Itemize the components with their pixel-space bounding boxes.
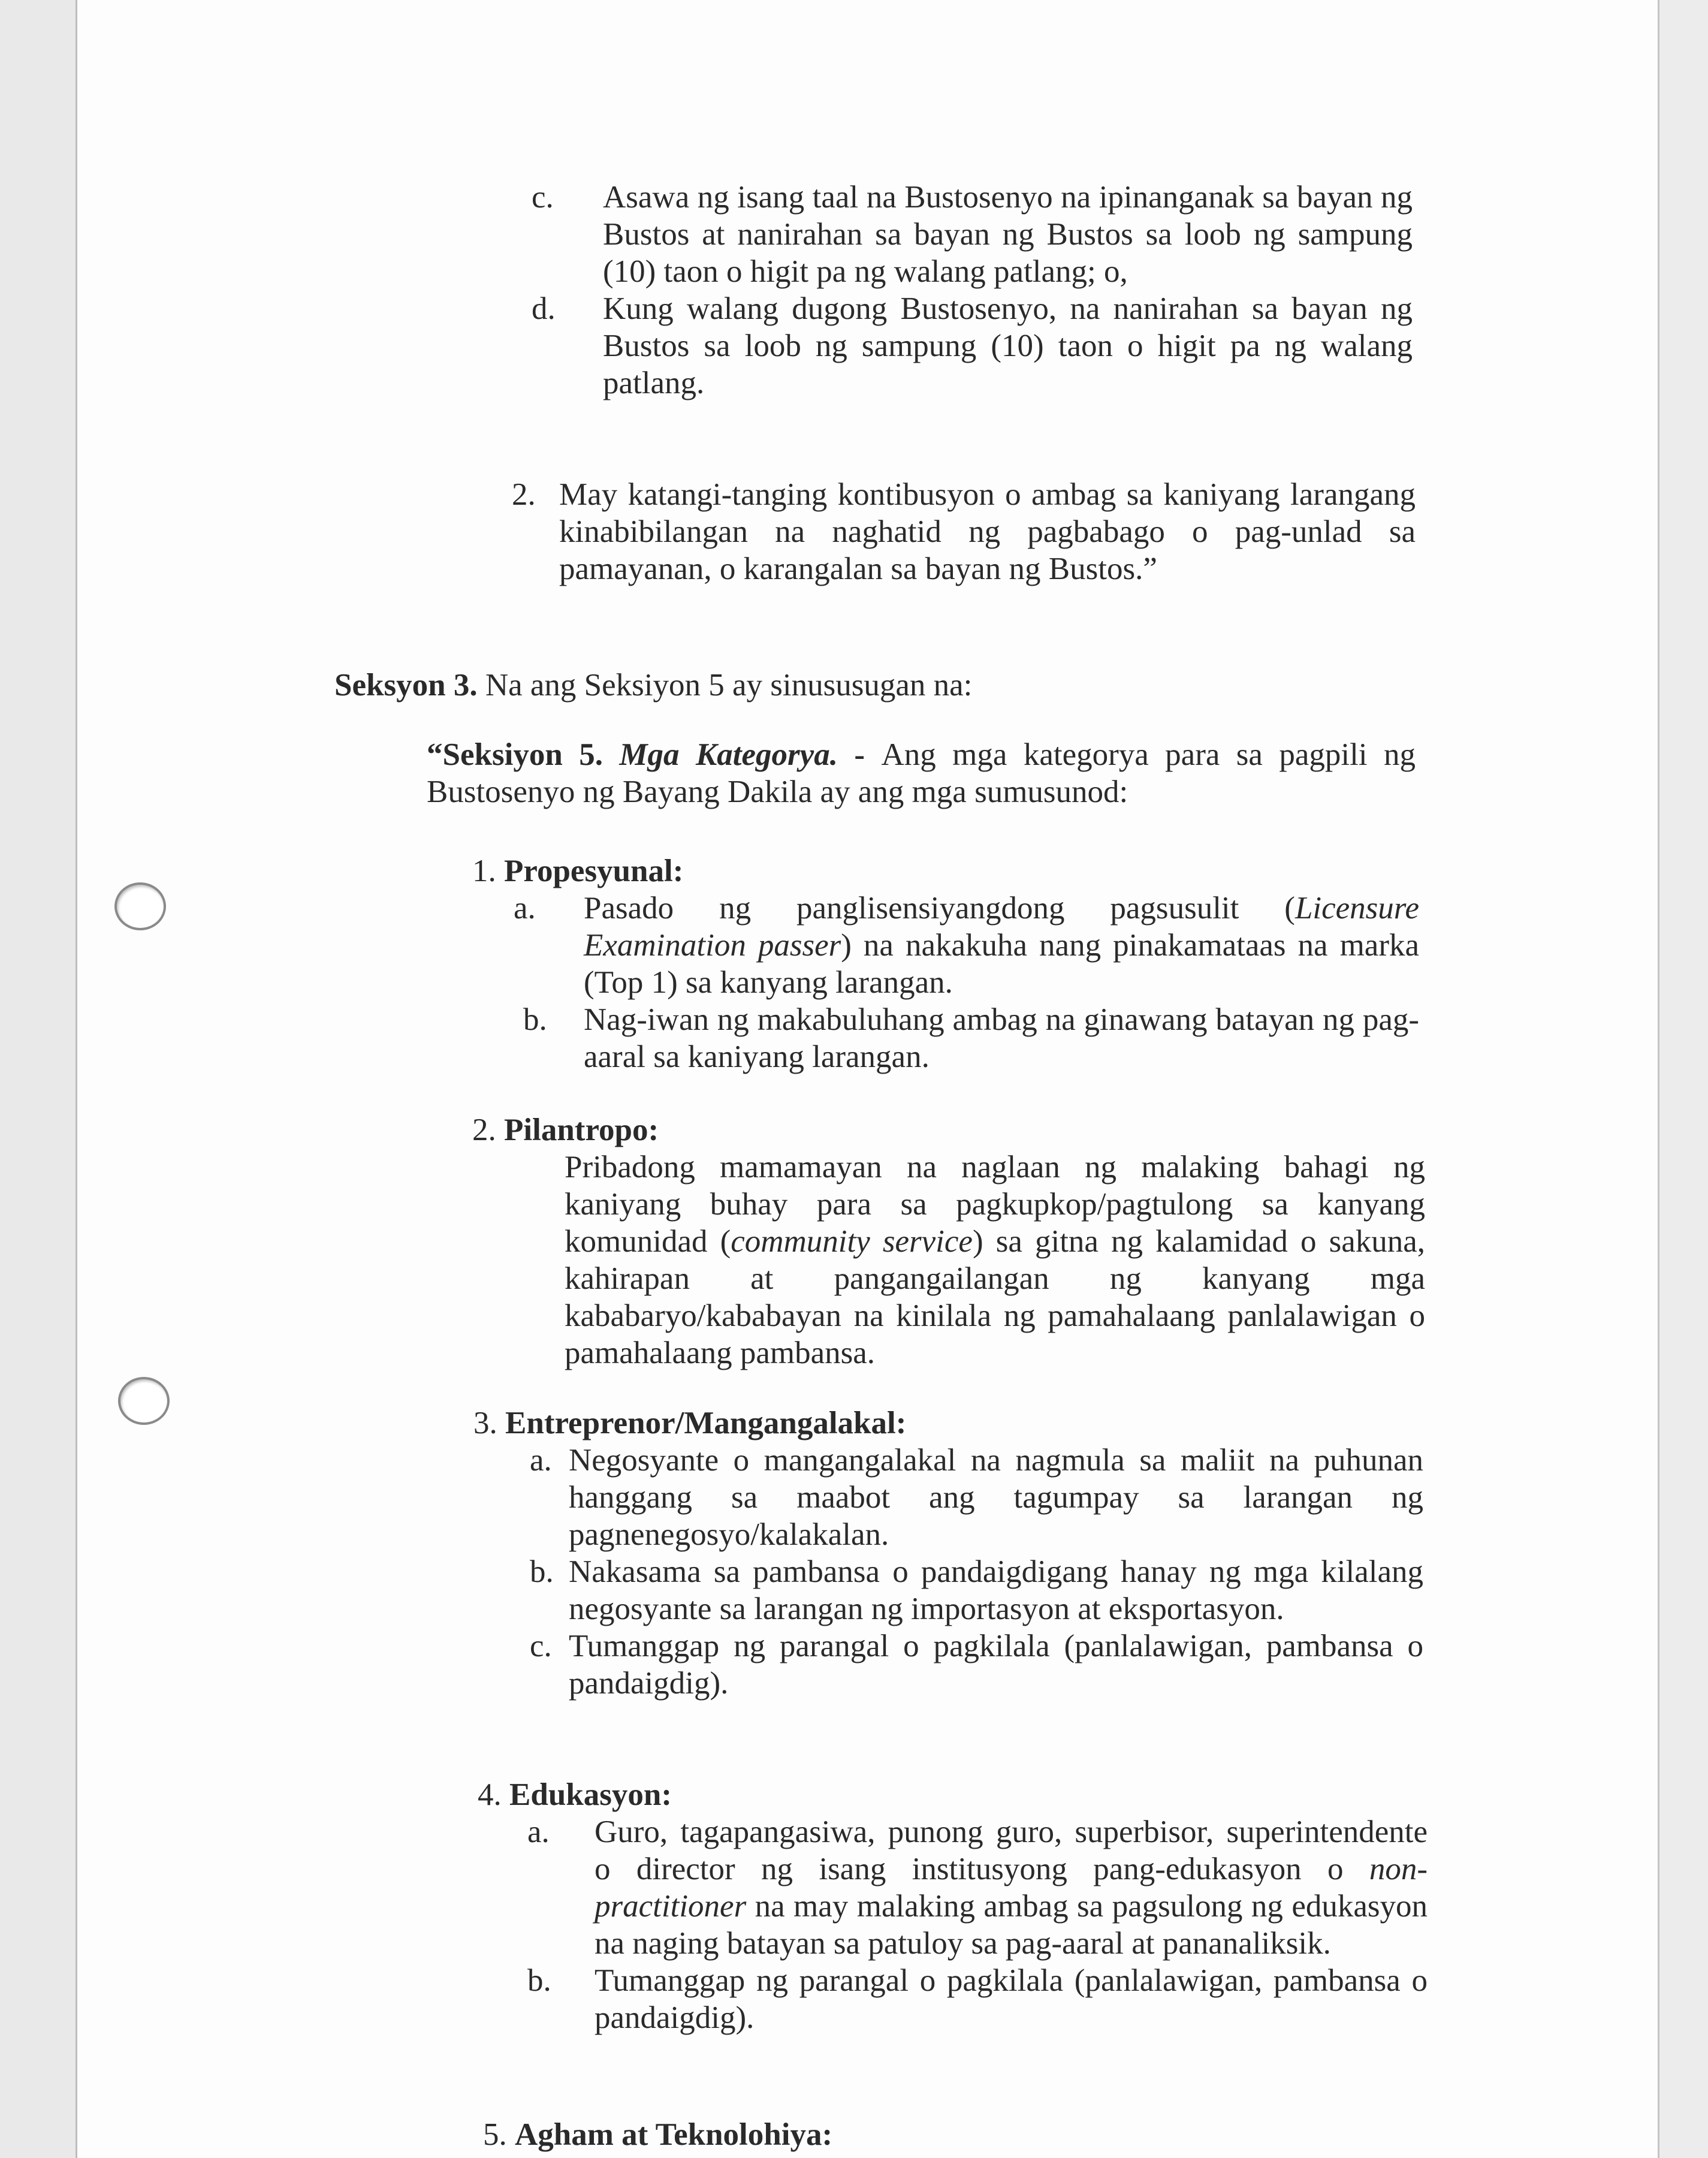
list-marker: b. xyxy=(527,1963,551,1998)
category-3 xyxy=(473,1404,1423,1702)
list-item xyxy=(472,890,1419,1001)
list-item-2 xyxy=(512,476,1416,587)
italic-term: non-practitioner xyxy=(595,1852,1428,1924)
list-text: na may malaking ambag sa pagsulong ng edukasyon na naging batayan sa patuloy sa pag-aaral at pananaliksik. xyxy=(595,1889,1428,1961)
list-text: Kung walang dugong Bustosenyo, na nanirahan sa bayan ng Bustos sa loob ng sampung (10) taon o higit pa ng walang patlang. xyxy=(603,291,1413,400)
category-5 xyxy=(483,2116,1382,2153)
list-item xyxy=(532,290,1413,402)
section-text: Na ang Seksiyon 5 ay sinususugan na: xyxy=(485,668,973,703)
category-1 xyxy=(472,852,1419,1075)
list-marker: a. xyxy=(530,1443,552,1478)
list-text: Guro, tagapangasiwa, punong guro, superbisor, superintendente o director ng isang institusyong pang-edukasyon o xyxy=(595,1815,1428,1886)
list-marker: a. xyxy=(527,1815,550,1849)
list-item xyxy=(472,1001,1419,1075)
body-text: Pribadong mamamayan na naglaan ng malaking bahagi ng kaniyang buhay para sa pagkupkop/pagtulong sa kanyang komunidad ( xyxy=(565,1150,1425,1259)
list-item xyxy=(532,179,1413,290)
list-text: Tumanggap ng parangal o pagkilala (panlalawigan, pambansa o pandaigdig). xyxy=(569,1629,1423,1701)
category-2 xyxy=(472,1111,1425,1372)
category-number: 3. xyxy=(473,1406,497,1440)
category-number: 2. xyxy=(472,1113,496,1147)
list-text: Asawa ng isang taal na Bustosenyo na ipinanganak sa bayan ng Bustos at nanirahan sa bayan ng Bustos sa loob ng sampung (10) taon o higit pa ng walang patlang; o, xyxy=(603,180,1413,289)
list-marker: c. xyxy=(530,1629,552,1663)
punch-hole xyxy=(118,1377,170,1425)
dash: - xyxy=(837,737,882,772)
section-label: Seksyon 3. xyxy=(334,668,478,703)
list-text: May katangi-tanging kontibusyon o ambag sa kaniyang larangang kinabibilangan na naghatid ng pagbabago o pag-unlad sa pamayanan, o karangalan sa bayan ng Bustos.” xyxy=(559,477,1416,586)
list-item xyxy=(473,1627,1423,1702)
list-item xyxy=(478,1962,1428,2036)
list-marker: b. xyxy=(530,1554,554,1589)
section-3 xyxy=(334,667,1413,704)
list-text: Pasado ng panglisensiyangdong pagsusulit ( xyxy=(584,891,1295,926)
category-4 xyxy=(478,1776,1428,2036)
list-marker: 2. xyxy=(512,477,536,512)
punch-hole xyxy=(114,882,166,930)
category-title: Edukasyon: xyxy=(509,1777,672,1812)
list-text: Negosyante o mangangalakal na nagmula sa maliit na puhunan hanggang sa maabot ang tagumpay sa larangan ng pagnenegosyo/kalakalan. xyxy=(569,1443,1423,1552)
section-5-intro xyxy=(427,736,1416,810)
italic-term: Licensure Examination passer xyxy=(584,891,1419,963)
italic-term: community service xyxy=(731,1224,973,1259)
category-number: 4. xyxy=(478,1777,502,1812)
list-text: ) na nakakuha nang pinakamataas na marka (Top 1) sa kanyang larangan. xyxy=(584,928,1419,1000)
section-text: Ang mga kategorya para sa pagpili ng Bustosenyo ng Bayang Dakila ay ang mga sumusunod: xyxy=(427,737,1416,809)
section-title: Mga Kategorya. xyxy=(619,737,838,772)
list-c-d xyxy=(532,179,1413,402)
list-text: Tumanggap ng parangal o pagkilala (panlalawigan, pambansa o pandaigdig). xyxy=(595,1963,1428,2035)
category-number: 1. xyxy=(472,854,496,888)
list-item xyxy=(473,1442,1423,1553)
list-item xyxy=(478,1813,1428,1962)
list-marker: b. xyxy=(523,1002,547,1037)
scan-left-margin xyxy=(0,0,77,2158)
list-text: Nag-iwan ng makabuluhang ambag na ginawang batayan ng pag-aaral sa kaniyang larangan. xyxy=(584,1002,1419,1074)
category-title: Entreprenor/Mangangalakal: xyxy=(505,1406,907,1440)
list-marker: a. xyxy=(514,891,536,926)
list-item xyxy=(473,1553,1423,1627)
category-title: Propesyunal: xyxy=(504,854,684,888)
list-text: Nakasama sa pambansa o pandaigdigang hanay ng mga kilalang negosyante sa larangan ng importasyon at eksportasyon. xyxy=(569,1554,1423,1626)
list-marker: c. xyxy=(532,180,554,215)
category-title: Agham at Teknolohiya: xyxy=(515,2117,833,2152)
list-marker: d. xyxy=(532,291,556,326)
body-text: ) sa gitna ng kalamidad o sakuna, kahirapan at pangangailangan ng kanyang mga kababaryo/kababayan na kinilala ng pamahalaang panlalawigan o pamahalaang pambansa. xyxy=(565,1224,1426,1370)
category-title: Pilantropo: xyxy=(504,1113,659,1147)
category-number: 5. xyxy=(483,2117,507,2152)
section-label: “Seksiyon 5. xyxy=(427,737,603,772)
scan-right-edge xyxy=(1658,0,1708,2158)
